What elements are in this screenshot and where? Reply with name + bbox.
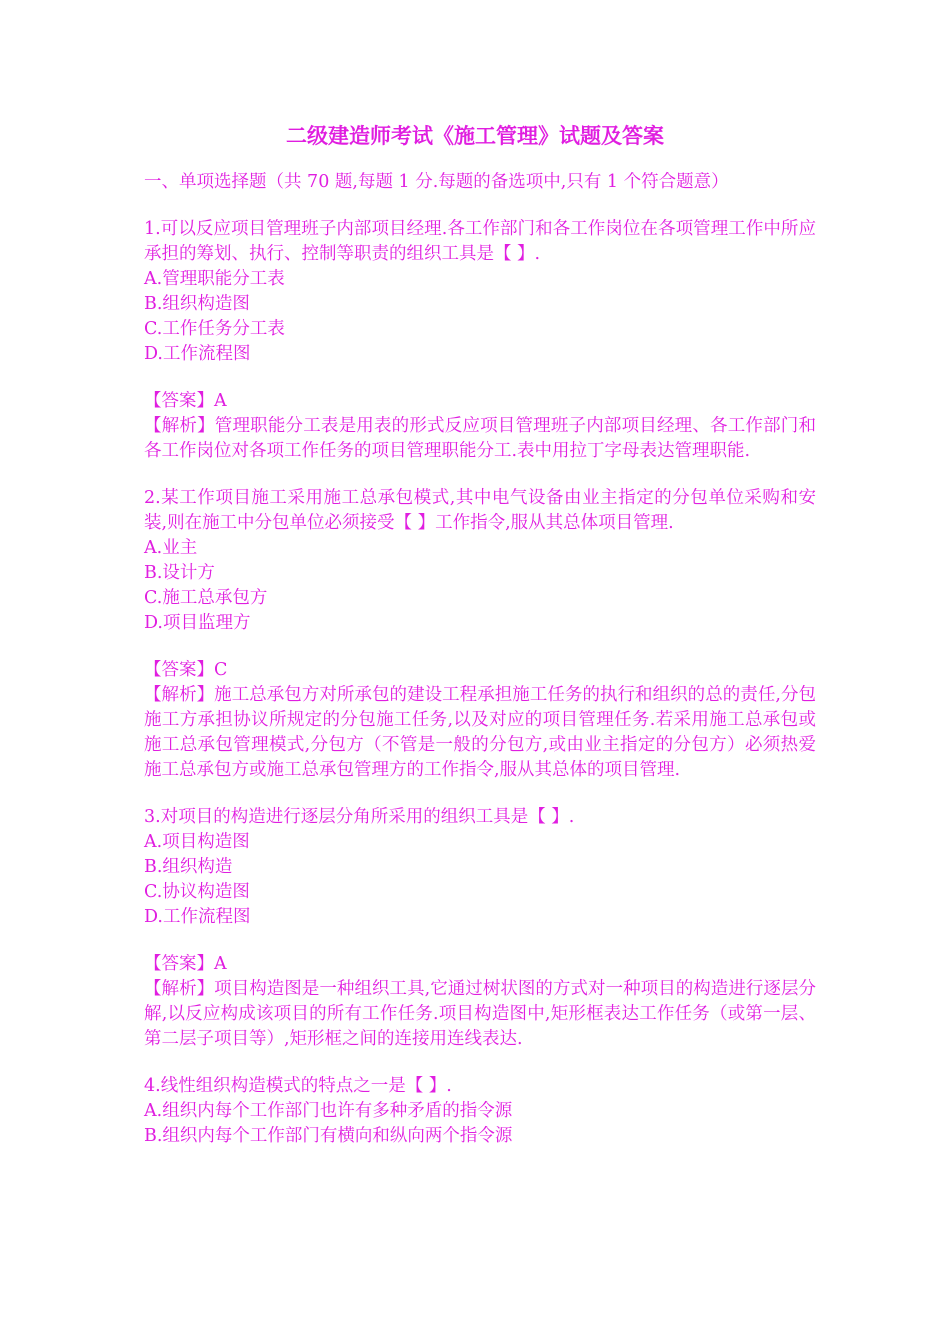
document-title: 二级建造师考试《施工管理》试题及答案 bbox=[286, 124, 664, 148]
question-3 bbox=[144, 805, 816, 1074]
option-b: B.组织构造图 bbox=[144, 294, 250, 314]
option-c: C.工作任务分工表 bbox=[144, 319, 285, 339]
option-b: B.设计方 bbox=[144, 563, 215, 583]
answer: 【答案】A bbox=[144, 391, 227, 411]
analysis: 【解析】管理职能分工表是用表的形式反应项目管理班子内部项目经理、各工作部门和各工作岗位对各项工作任务的项目管理职能分工.表中用拉丁字母表达管理职能. bbox=[144, 416, 816, 461]
option-d: D.工作流程图 bbox=[144, 344, 251, 364]
option-c: C.协议构造图 bbox=[144, 882, 250, 902]
question-text: 3.对项目的构造进行逐层分角所采用的组织工具是【 】. bbox=[144, 807, 575, 827]
question-text: 1.可以反应项目管理班子内部项目经理.各工作部门和各工作岗位在各项管理工作中所应承担的筹划、执行、控制等职责的组织工具是【 】. bbox=[144, 219, 816, 264]
option-a: A.项目构造图 bbox=[144, 832, 250, 852]
option-d: D.项目监理方 bbox=[144, 613, 251, 633]
question-1 bbox=[144, 217, 816, 486]
analysis: 【解析】项目构造图是一种组织工具,它通过树状图的方式对一种项目的构造进行逐层分解,以反应构成该项目的所有工作任务.项目构造图中,矩形框表达工作任务（或第一层、第二层子项目等）,矩形框之间的连接用连线表达. bbox=[144, 979, 816, 1049]
section-heading: 一、单项选择题（共 70 题,每题 1 分.每题的备选项中,只有 1 个符合题意） bbox=[144, 172, 729, 192]
question-text: 4.线性组织构造模式的特点之一是【 】. bbox=[144, 1076, 452, 1096]
analysis: 【解析】施工总承包方对所承包的建设工程承担施工任务的执行和组织的总的责任,分包施工方承担协议所规定的分包施工任务,以及对应的项目管理任务.若采用施工总承包或施工总承包管理模式,分包方（不管是一般的分包方,或由业主指定的分包方）必须热爱施工总承包方或施工总承包管理方的工作指令,服从其总体的项目管理. bbox=[144, 685, 816, 780]
answer: 【答案】A bbox=[144, 954, 227, 974]
option-c: C.施工总承包方 bbox=[144, 588, 268, 608]
option-b: B.组织内每个工作部门有横向和纵向两个指令源 bbox=[144, 1126, 513, 1146]
document-body bbox=[144, 170, 816, 1149]
option-a: A.业主 bbox=[144, 538, 198, 558]
question-4 bbox=[144, 1074, 816, 1149]
option-a: A.管理职能分工表 bbox=[144, 269, 285, 289]
answer: 【答案】C bbox=[144, 660, 228, 680]
option-d: D.工作流程图 bbox=[144, 907, 251, 927]
question-text: 2.某工作项目施工采用施工总承包模式,其中电气设备由业主指定的分包单位采购和安装,则在施工中分包单位必须接受【 】工作指令,服从其总体项目管理. bbox=[144, 488, 816, 533]
option-b: B.组织构造 bbox=[144, 857, 233, 877]
question-2 bbox=[144, 486, 816, 805]
option-a: A.组织内每个工作部门也许有多种矛盾的指令源 bbox=[144, 1101, 513, 1121]
